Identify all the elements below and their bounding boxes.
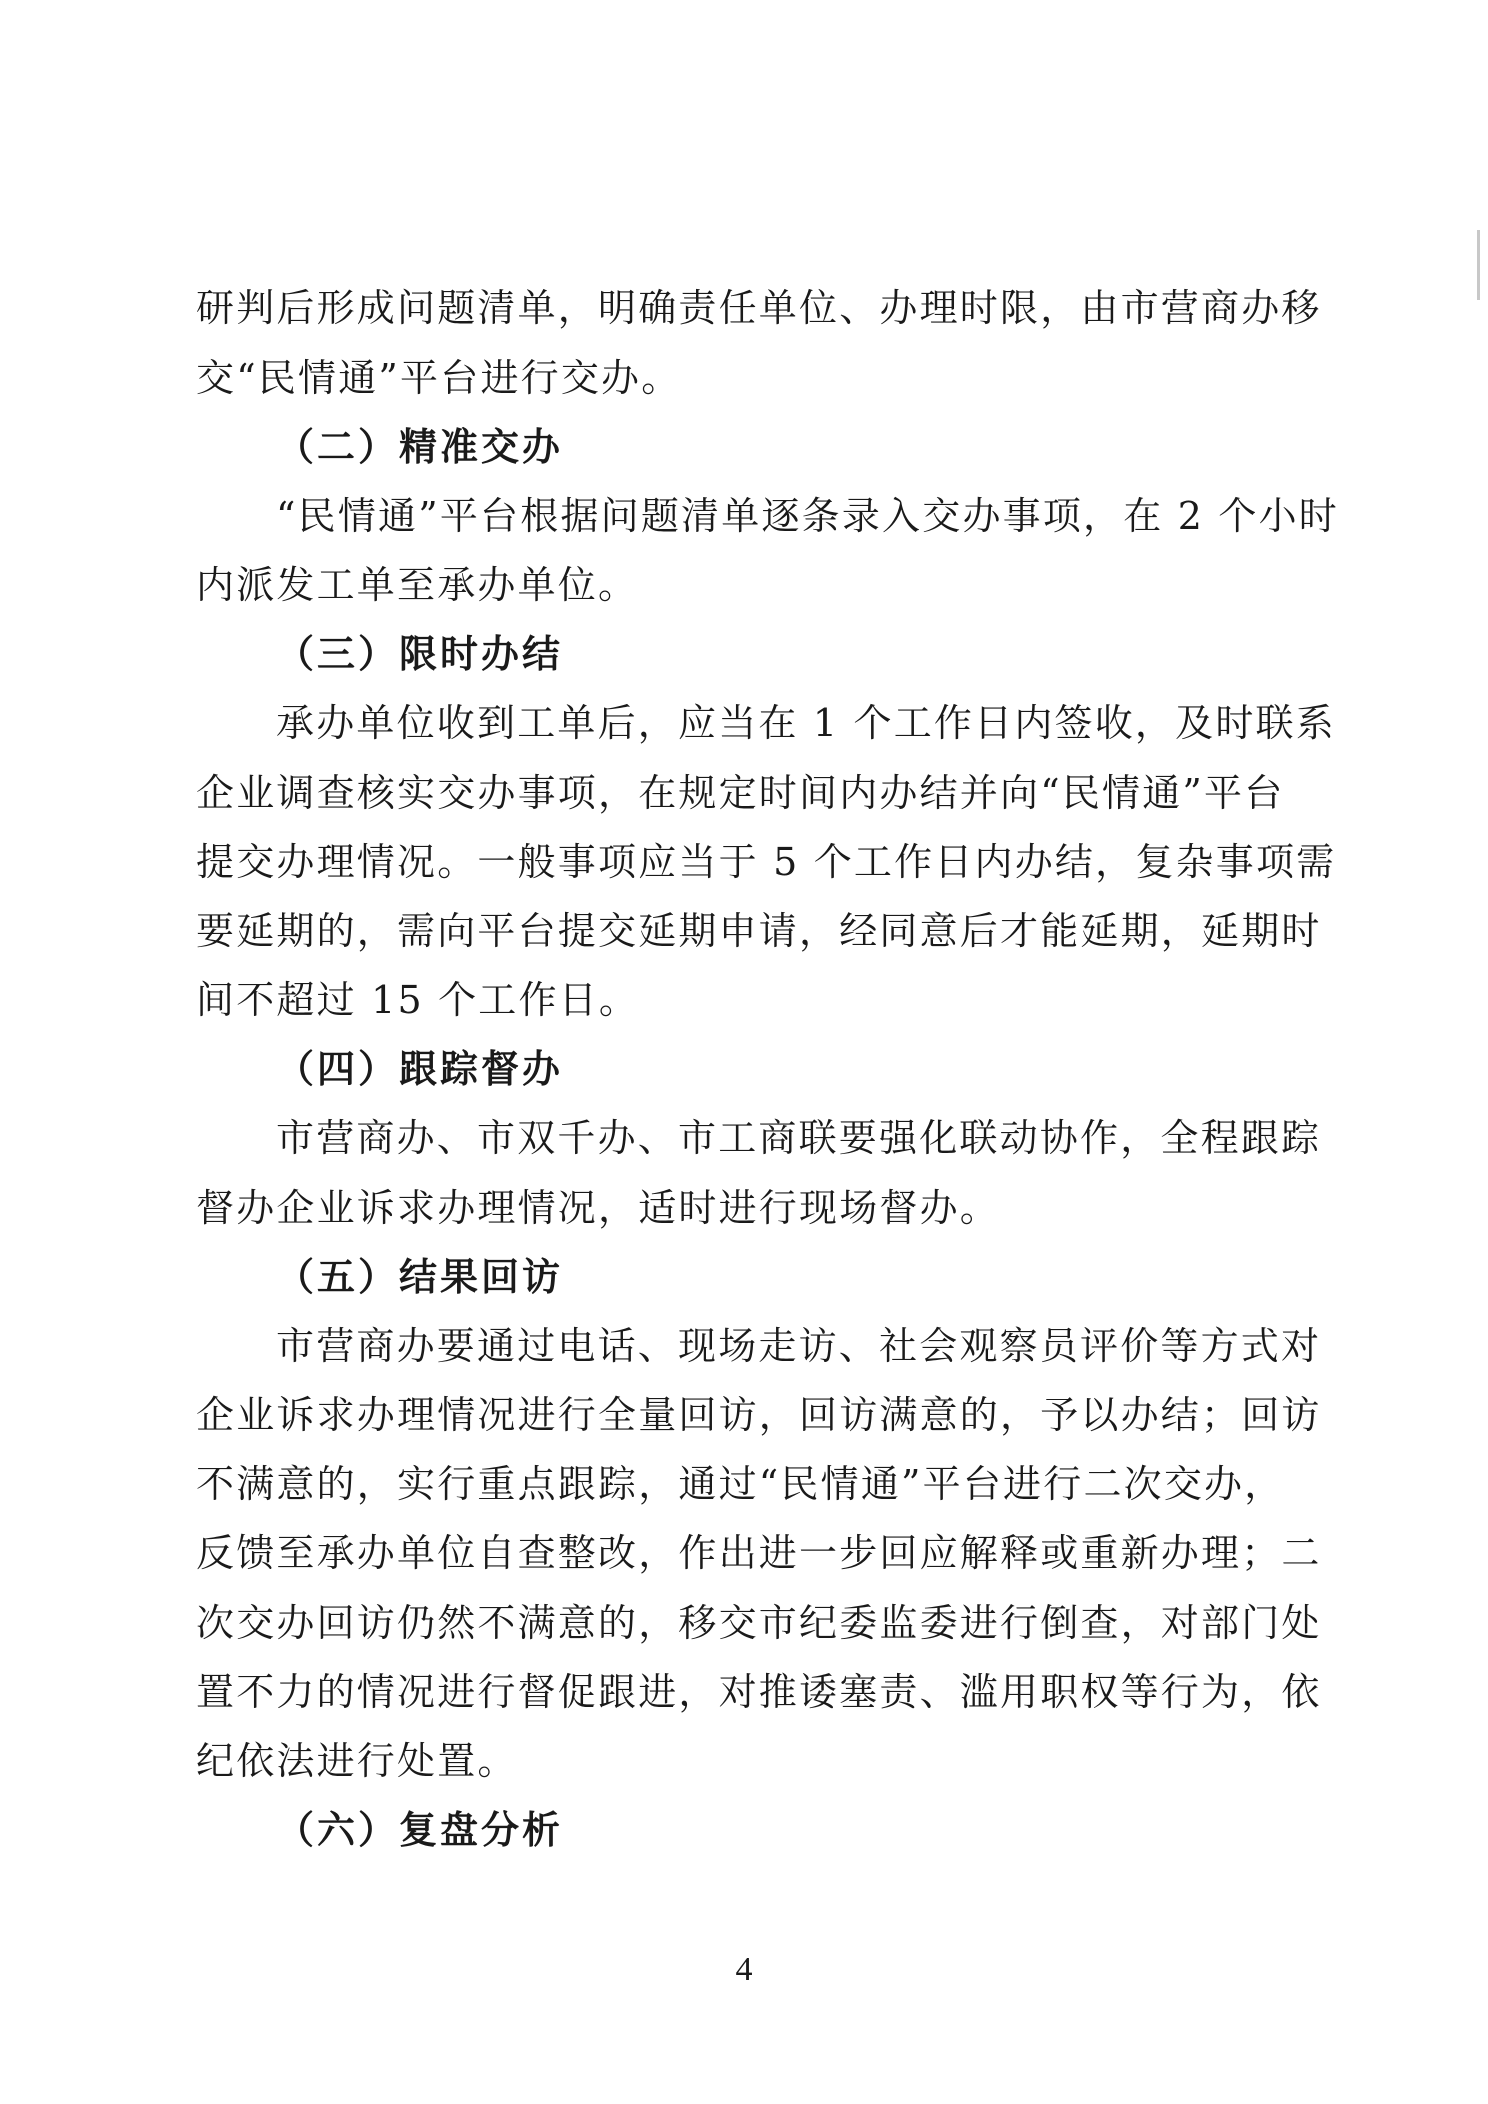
- text-line-4: 内派发工单至承办单位。: [196, 563, 639, 607]
- section-heading-4: （四）跟踪督办: [276, 1047, 564, 1091]
- text-line-13: 企业诉求办理情况进行全量回访，回访满意的，予以办结；回访: [196, 1393, 1322, 1437]
- section-heading-5: （五）结果回访: [276, 1255, 564, 1299]
- text-line-14: 不满意的，实行重点跟踪，通过“民情通”平台进行二次交办，: [196, 1462, 1285, 1506]
- text-line-2: 交“民情通”平台进行交办。: [196, 356, 682, 400]
- text-line-3: “民情通”平台根据问题清单逐条录入交办事项，在 2 个小时: [276, 494, 1339, 538]
- text-line-6: 企业调查核实交办事项，在规定时间内办结并向“民情通”平台: [196, 771, 1285, 815]
- text-line-5: 承办单位收到工单后，应当在 1 个工作日内签收，及时联系: [276, 701, 1336, 745]
- text-line-15: 反馈至承办单位自查整改，作出进一步回应解释或重新办理；二: [196, 1531, 1322, 1575]
- page-number: 4: [735, 1951, 753, 1988]
- text-line-12: 市营商办要通过电话、现场走访、社会观察员评价等方式对: [276, 1324, 1322, 1368]
- text-line-11: 督办企业诉求办理情况，适时进行现场督办。: [196, 1186, 1001, 1230]
- text-line-7: 提交办理情况。一般事项应当于 5 个工作日内办结，复杂事项需: [196, 840, 1337, 884]
- text-line-17: 置不力的情况进行督促跟进，对推诿塞责、滥用职权等行为，依: [196, 1670, 1322, 1714]
- text-line-9: 间不超过 15 个工作日。: [196, 978, 640, 1022]
- section-heading-3: （三）限时办结: [276, 632, 564, 676]
- text-line-1: 研判后形成问题清单，明确责任单位、办理时限，由市营商办移: [196, 286, 1322, 330]
- text-line-18: 纪依法进行处置。: [196, 1739, 518, 1783]
- text-line-8: 要延期的，需向平台提交延期申请，经同意后才能延期，延期时: [196, 909, 1322, 953]
- section-heading-2: （二）精准交办: [276, 425, 564, 469]
- section-heading-6: （六）复盘分析: [276, 1808, 564, 1852]
- scan-edge-mark: [1477, 230, 1480, 300]
- text-line-16: 次交办回访仍然不满意的，移交市纪委监委进行倒查，对部门处: [196, 1601, 1322, 1645]
- text-line-10: 市营商办、市双千办、市工商联要强化联动协作，全程跟踪: [276, 1116, 1322, 1160]
